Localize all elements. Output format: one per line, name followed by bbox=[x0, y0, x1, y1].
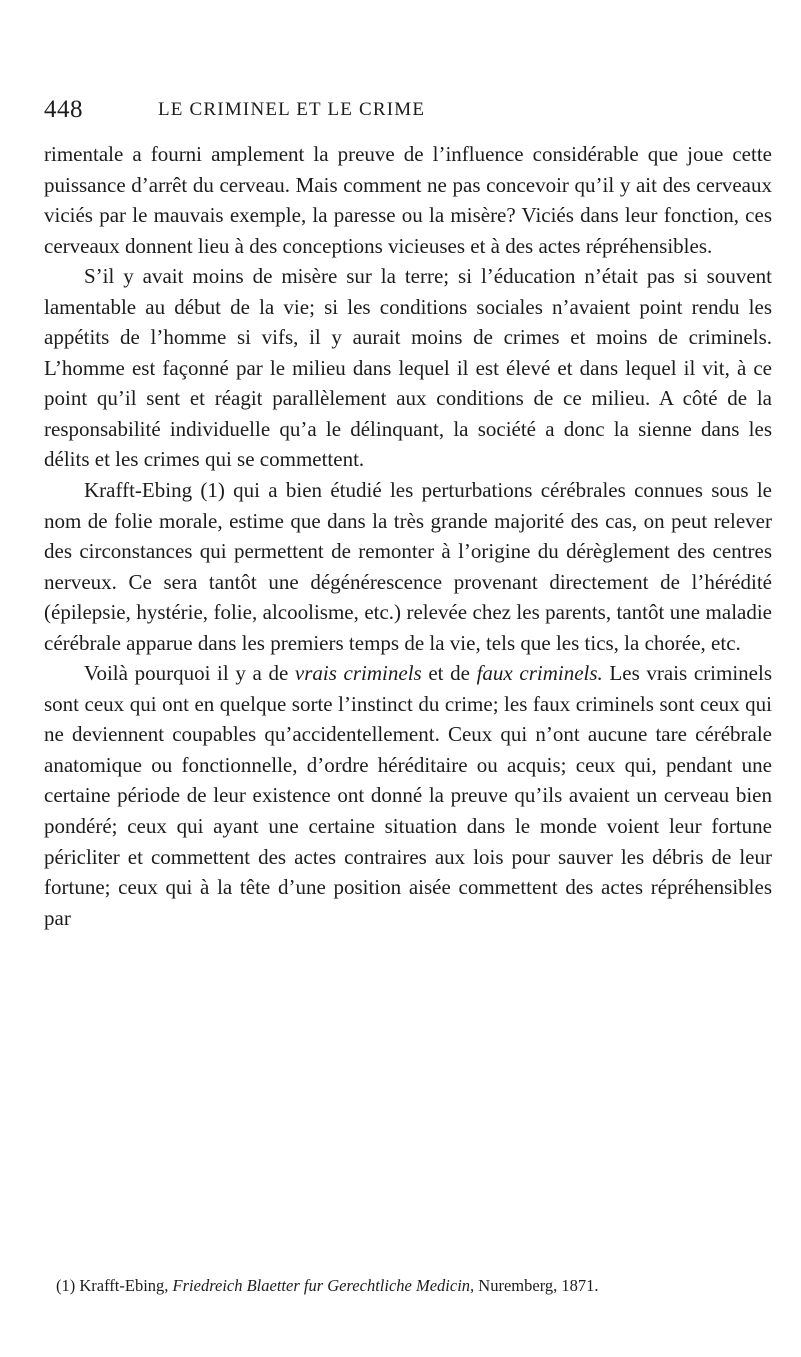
footnote-title: Friedreich Blaetter fur Gerechtliche Medicin, bbox=[172, 1276, 475, 1295]
paragraph-4-intro: Voilà pourquoi il y a de bbox=[84, 661, 295, 686]
body-text bbox=[44, 139, 772, 933]
paragraph-4-rest: Les vrais criminels sont ceux qui ont en quelque sorte l’instinct du crime; les faux criminels sont ceux qui ne deviennent coupables qu’accidentellement. Ceux qui n’ont aucune tare cérébrale anatomique ou fonctionnelle, d’ordre héréditaire ou acquis; ceux qui, pendant une certaine période de leur existence ont donné la preuve qu’ils avaient un cerveau bien pondéré; ceux qui ayant une certaine situation dans le monde voient leur fortune péricliter et commettent des actes contraires aux lois pour sauver les débris de leur fortune; ceux qui à la tête d’une position aisée commettent des actes répréhensibles par bbox=[44, 661, 772, 930]
footnote-marker: (1) Krafft-Ebing, bbox=[56, 1276, 173, 1295]
footnote bbox=[44, 1275, 766, 1297]
term-faux-criminels: faux criminels. bbox=[476, 661, 603, 686]
running-head bbox=[44, 96, 764, 126]
paragraph-1: rimentale a fourni amplement la preuve de l’influence considérable que joue cette puissance d’arrêt du cerveau. Mais comment ne pas concevoir qu’il y ait des cerveaux viciés par le mauvais exemple, la paresse ou la misère? Viciés dans leur fonction, ces cerveaux donnent lieu à des conceptions vicieuses et à des actes répréhensibles. bbox=[44, 142, 772, 258]
paragraph-2: S’il y avait moins de misère sur la terre; si l’éducation n’était pas si souvent lamentable au début de la vie; si les conditions sociales n’avaient point rendu les appétits de l’homme si vifs, il y aurait moins de crimes et moins de criminels. L’homme est façonné par le milieu dans lequel il est élevé et dans lequel il vit, à ce point qu’il sent et réagit parallèlement aux conditions de ce milieu. A côté de la responsabilité individuelle qu’a le délinquant, la société a donc la sienne dans les délits et les crimes qui se commettent. bbox=[44, 264, 772, 472]
page-number: 448 bbox=[44, 96, 83, 123]
running-title: LE CRIMINEL ET LE CRIME bbox=[158, 99, 426, 120]
paragraph-4 bbox=[44, 658, 772, 933]
paragraph-4-mid: et de bbox=[421, 661, 477, 686]
footnote-rest: Nuremberg, 1871. bbox=[474, 1276, 599, 1295]
term-vrais-criminels: vrais criminels bbox=[294, 661, 422, 686]
paragraph-3: Krafft-Ebing (1) qui a bien étudié les perturbations cérébrales connues sous le nom de folie morale, estime que dans la très grande majorité des cas, on peut relever des circonstances qui permettent de remonter à l’origine du dérèglement des centres nerveux. Ce sera tantôt une dégénérescence provenant directement de l’hérédité (épilepsie, hystérie, folie, alcoolisme, etc.) relevée chez les parents, tantôt une maladie cérébrale apparue dans les premiers temps de la vie, tels que les tics, la chorée, etc. bbox=[44, 478, 772, 655]
